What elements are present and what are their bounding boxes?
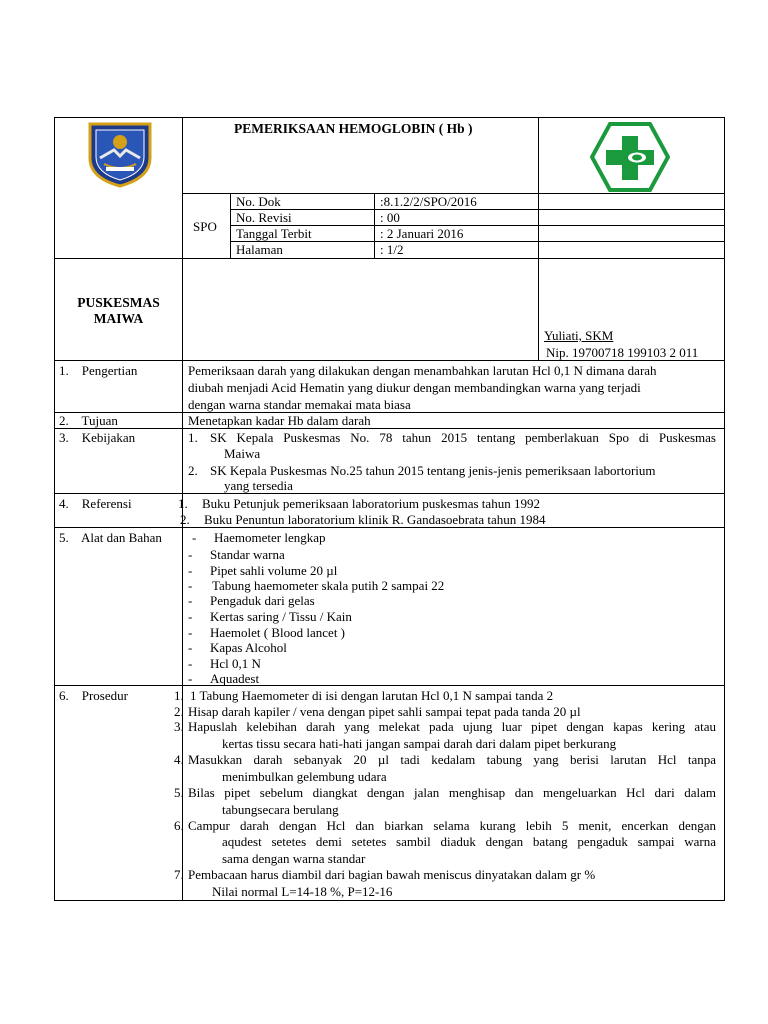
kebijakan-item-1-line-2: Maiwa [224,446,261,461]
alat-dash: - [188,640,193,655]
header-row2-bottom [54,360,725,361]
alat-item: Aquadest [210,671,260,686]
prosedur-item-7-line-1: Pembacaan harus diambil dari bagian bawah meniscus dinyatakan dalam gr % [188,867,596,882]
kebijakan-item-1-line-1: SK Kepala Puskesmas No. 78 tahun 2015 tentang pemberlakuan Spo di Puskesmas [210,430,716,445]
alat-dash: - [188,656,193,671]
alat-item: Pengaduk dari gelas [210,593,315,608]
kebijakan-item-2-line-2: yang tersedia [224,478,293,493]
label-referensi: 4. Referensi [59,496,132,511]
pengertian-line-1: Pemeriksaan darah yang dilakukan dengan menambahkan larutan Hcl 0,1 N dimana darah [188,363,657,378]
prosedur-num-1: 1. [174,688,184,703]
referensi-item-2: Buku Penuntun laboratorium klinik R. Gandasoebrata tahun 1984 [204,512,546,527]
prosedur-num-2: 2. [174,704,184,719]
prosedur-item-3-line-2: kertas tissu secara hati-hati jangan sampai darah dari dalam pipet berkurang [222,736,617,751]
meta-label-tanggal-terbit: Tanggal Terbit [236,226,312,241]
prosedur-num-4: 4. [174,752,184,767]
alat-item: Kertas saring / Tissu / Kain [210,609,352,624]
alat-item: Haemometer lengkap [214,530,326,545]
kebijakan-num-2: 2. [188,463,198,478]
prosedur-num-7: 7. [174,867,184,882]
prosedur-item-6-line-1: Campur darah dengan Hcl dan biarkan selama kurang lebih 5 menit, encerkan dengan [188,818,716,833]
meta-value-no-revisi: : 00 [380,210,400,225]
meta-value-tanggal-terbit: : 2 Januari 2016 [380,226,464,241]
tujuan-text: Menetapkan kadar Hb dalam darah [188,413,371,428]
alat-item: Tabung haemometer skala putih 2 sampai 22 [212,578,445,593]
alat-dash: - [188,547,193,562]
meta-value-halaman: : 1/2 [380,242,404,257]
prosedur-num-6: 6. [174,818,184,833]
alat-dash: - [188,563,193,578]
referensi-num-2: 2. [180,512,190,527]
row-line-referensi [54,493,725,494]
alat-item: Kapas Alcohol [210,640,287,655]
signer-nip: Nip. 19700718 199103 2 011 [546,345,699,360]
header-row2-top [54,258,725,259]
label-alat-dan-bahan: 5. Alat dan Bahan [59,530,162,545]
prosedur-item-3-line-1: Hapuslah kelebihan darah yang melekat pada ujung luar pipet dengan kapas kering atau [188,719,716,734]
meta-label-no-revisi: No. Revisi [236,210,292,225]
alat-item: Pipet sahli volume 20 µl [210,563,338,578]
label-pengertian: 1. Pengertian [59,363,138,378]
table-border-top [54,117,725,118]
table-border-bottom [54,900,725,901]
label-prosedur: 6. Prosedur [59,688,128,703]
header-divider-right [538,117,539,360]
row-line-tujuan [54,412,725,413]
prosedur-item-6-line-3: sama dengan warna standar [222,851,366,866]
table-border-right [724,117,725,901]
signer-name: Yuliati, SKM [544,328,614,343]
alat-item: Hcl 0,1 N [210,656,261,671]
prosedur-item-4-line-2: menimbulkan gelembung udara [222,769,387,784]
meta-line-3 [230,241,725,242]
referensi-item-1: Buku Petunjuk pemeriksaan laboratorium puskesmas tahun 1992 [202,496,540,511]
prosedur-item-7-line-2: Nilai normal L=14-18 %, P=12-16 [212,884,393,899]
pengertian-line-3: dengan warna standar memakai mata biasa [188,397,411,412]
label-tujuan: 2. Tujuan [59,413,118,428]
government-seal-logo [84,120,156,188]
org-name-line-1: PUSKESMAS [77,295,160,310]
meta-line-1 [230,209,725,210]
spo-label: SPO [193,219,217,234]
prosedur-item-5-line-2: tabungsecara berulang [222,802,339,817]
pengertian-line-2: diubah menjadi Acid Hematin yang diukur dengan membandingkan warna yang terjadi [188,380,641,395]
prosedur-item-5-line-1: Bilas pipet sebelum diangkat dengan jalan menghisap dan mengeluarkan Hcl dari dalam [188,785,716,800]
alat-dash: - [188,671,193,686]
alat-item: Standar warna [210,547,285,562]
table-border-left [54,117,55,901]
row-line-prosedur [54,685,725,686]
prosedur-item-4-line-1: Masukkan darah sebanyak 20 µl tadi kedalam tabung yang berisi larutan Hcl tanpa [188,752,716,767]
prosedur-num-5: 5. [174,785,184,800]
prosedur-num-3: 3. [174,719,184,734]
kebijakan-item-2-line-1: SK Kepala Puskesmas No.25 tahun 2015 tentang jenis-jenis pemeriksaan labortorium [210,463,656,478]
alat-dash: - [188,578,193,593]
puskesmas-logo [590,122,670,192]
row-line-alat [54,527,725,528]
alat-dash: - [188,609,193,624]
alat-dash: - [188,593,193,608]
meta-value-no-dok: :8.1.2/2/SPO/2016 [380,194,477,209]
page-title: PEMERIKSAAN HEMOGLOBIN ( Hb ) [234,121,473,136]
org-name-line-2: MAIWA [93,311,144,326]
alat-item: Haemolet ( Blood lancet ) [210,625,346,640]
meta-label-no-dok: No. Dok [236,194,281,209]
row-line-kebijakan [54,428,725,429]
alat-dash: - [192,530,197,545]
label-kebijakan: 3. Kebijakan [59,430,136,445]
prosedur-item-6-line-2: aqudest setetes demi setetes sambil diaduk dengan batang pengaduk sampai warna [222,834,716,849]
prosedur-item-2: Hisap darah kapiler / vena dengan pipet sahli sampai tepat pada tanda 20 µl [188,704,581,719]
referensi-num-1: 1. [178,496,188,511]
alat-dash: - [188,625,193,640]
prosedur-item-1: 1 Tabung Haemometer di isi dengan larutan Hcl 0,1 N sampai tanda 2 [190,688,554,703]
meta-label-halaman: Halaman [236,242,283,257]
kebijakan-num-1: 1. [188,430,198,445]
